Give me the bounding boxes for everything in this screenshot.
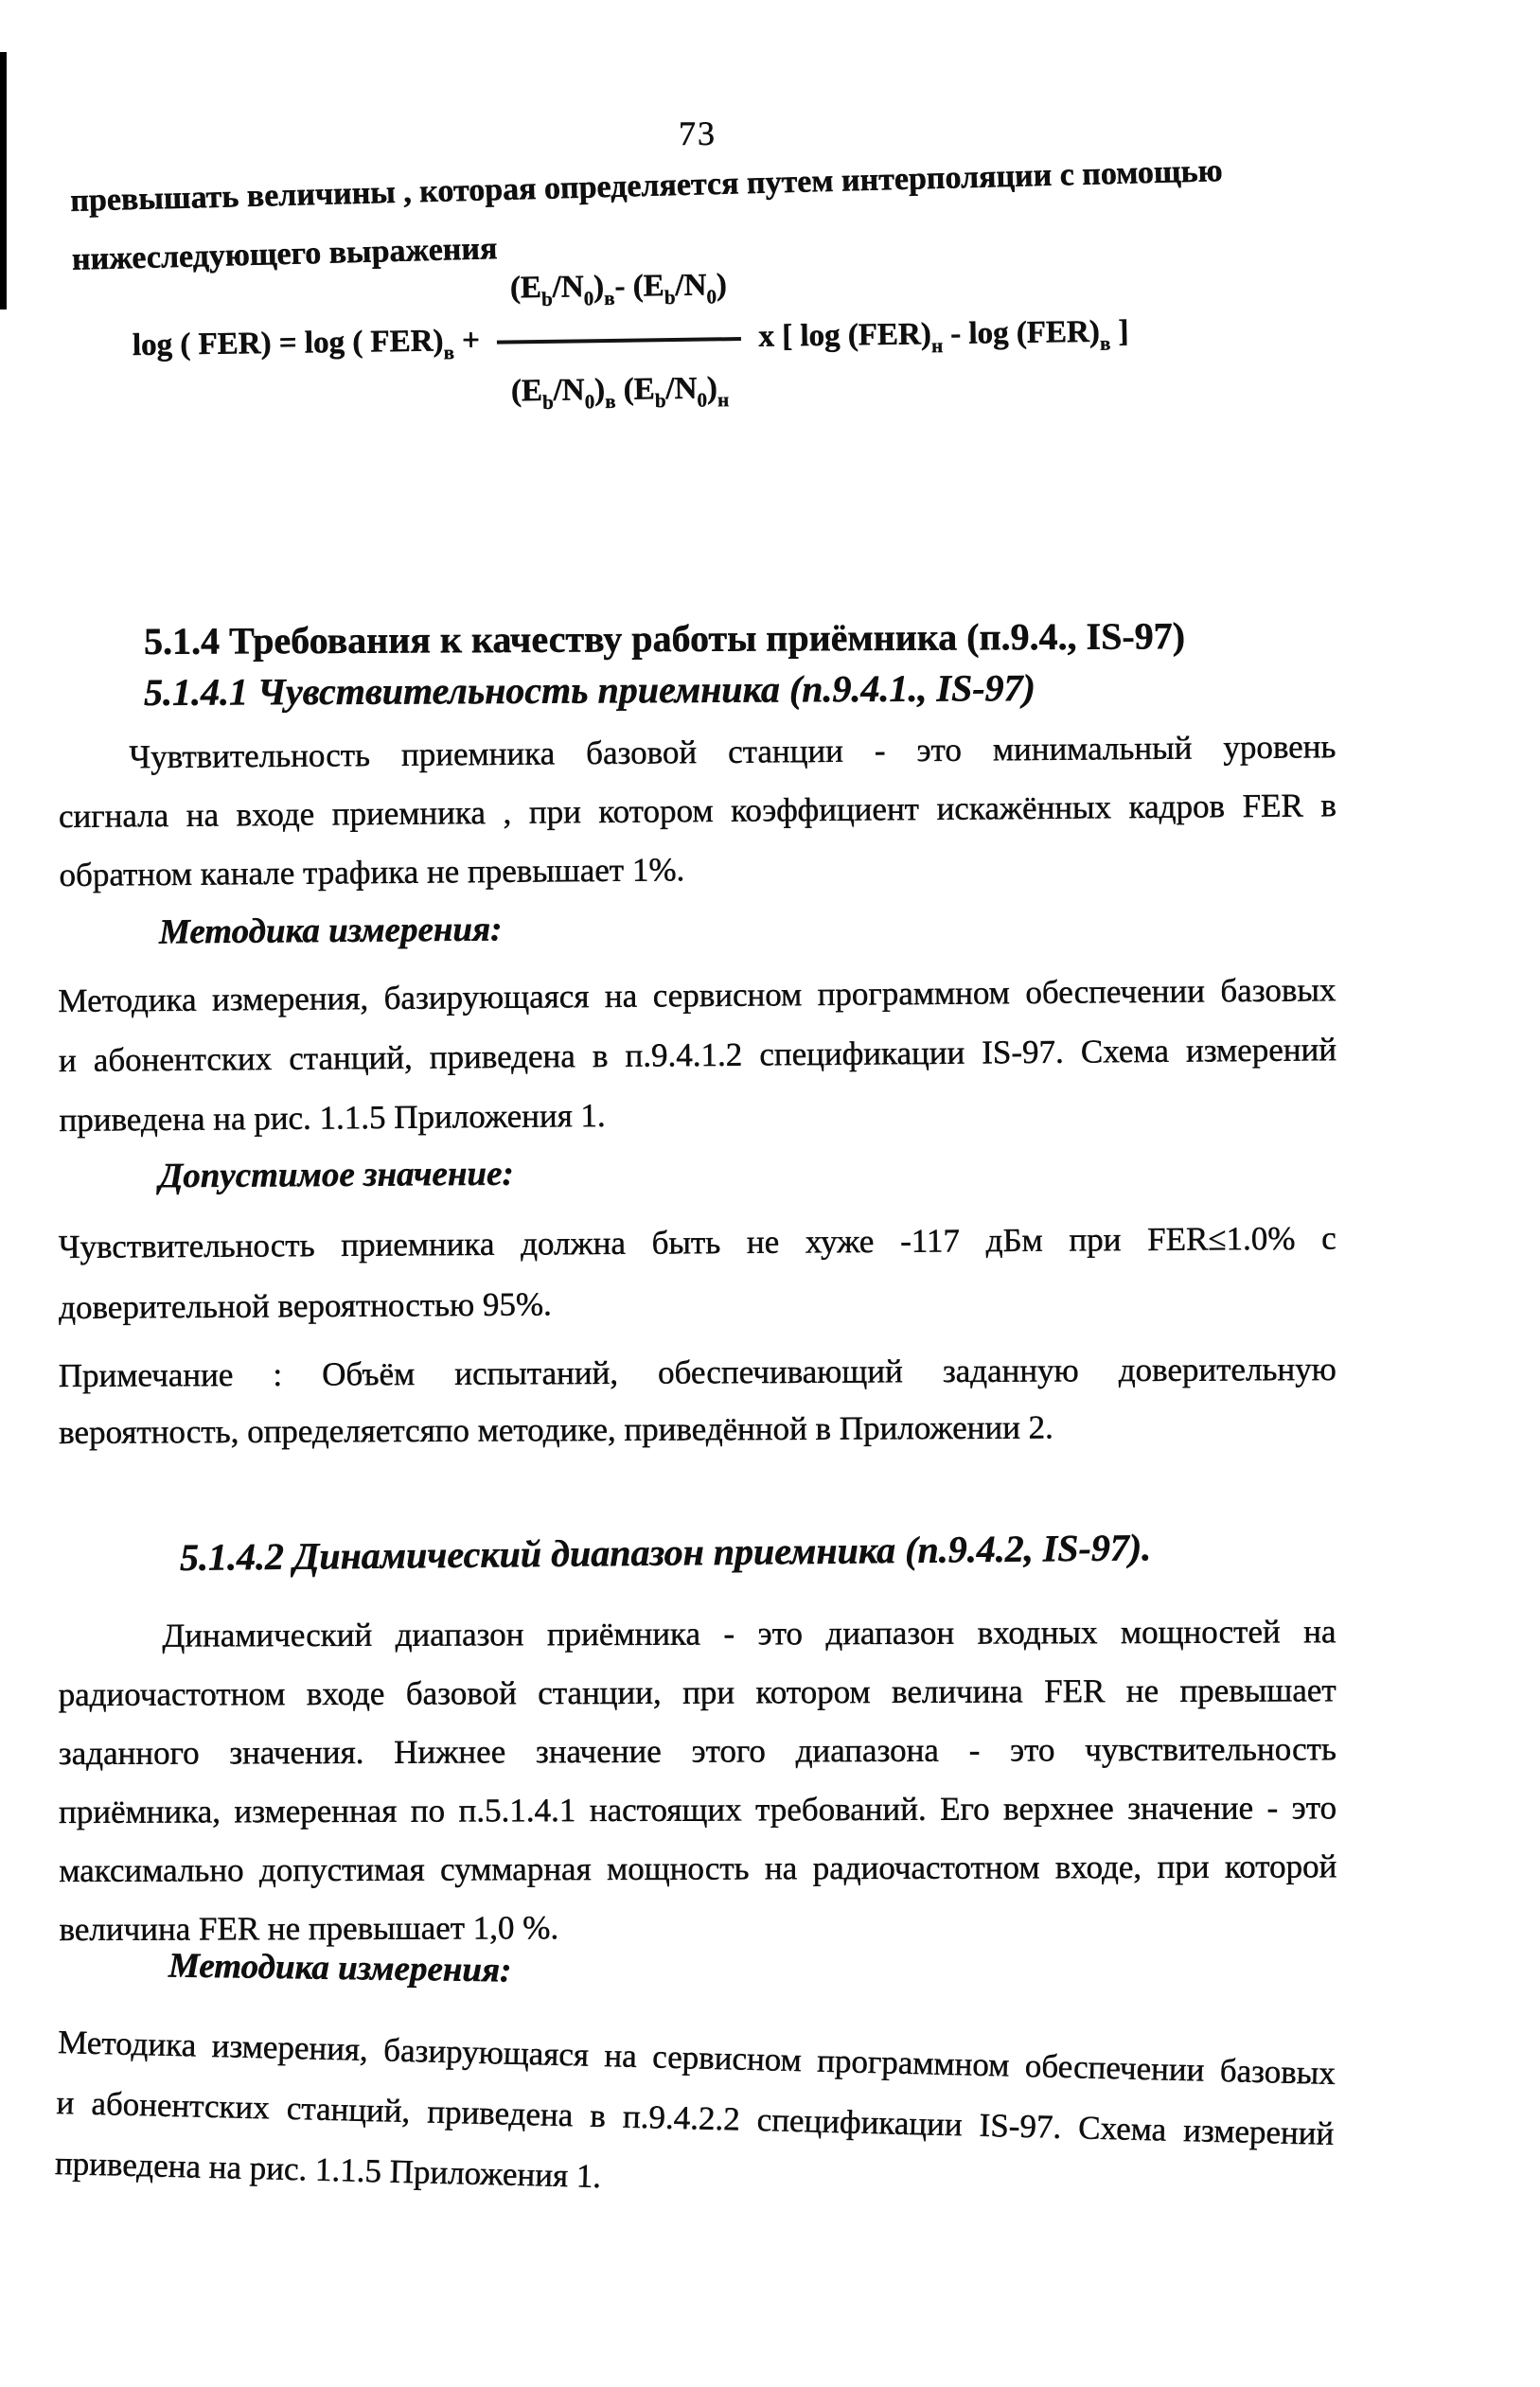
text-line: Динамический диапазон приёмника - это диапазон входных мощностей на bbox=[162, 1613, 1336, 1654]
allowed-value-label: Допустимое значение: bbox=[158, 1154, 514, 1196]
formula-left-side: log ( FER) = log ( $FER)_в$ + bbox=[132, 323, 488, 363]
text-line: Методика измерения, базирующаяся на сервисном программном обеспечении базовых bbox=[58, 971, 1336, 1020]
text-line: вероятность, определяетсяпо методике, приведённой в Приложении 2. bbox=[59, 1408, 1053, 1451]
page-number: 73 bbox=[679, 115, 717, 152]
measurement-method-paragraph-1 bbox=[58, 960, 1337, 1150]
text-line: и абонентских станций, приведена в п.9.4.2.2 спецификации IS-97. Схема измерений bbox=[56, 2083, 1335, 2152]
text-line: Чувствительность приемника должна быть не хуже -117 дБм при FER≤1.0% с bbox=[58, 1219, 1336, 1266]
dynamic-range-definition-paragraph bbox=[58, 1602, 1336, 1959]
text-line: радиочастотном входе базовой станции, при котором величина FER не превышает bbox=[58, 1671, 1336, 1714]
formula-right-side: x [ $\log (FER)_н$ - $\log (FER)_в$ ] bbox=[750, 313, 1129, 357]
text-line: приёмника, измеренная по п.5.1.4.1 настоящих требований. Его верхнее значение - это bbox=[59, 1789, 1337, 1830]
text-line: Примечание : Объём испытаний, обеспечивающий заданную доверительную bbox=[58, 1350, 1336, 1395]
text-line: превышать величины , которая определяется путем интерполяции с помощью bbox=[69, 153, 1224, 219]
measurement-method-label-2: Методика измерения: bbox=[168, 1946, 512, 1990]
text-line: приведена на рис. 1.1.5 Приложения 1. bbox=[54, 2144, 602, 2196]
measurement-method-paragraph-2 bbox=[54, 2012, 1336, 2225]
text-line: сигнала на входе приемника , при котором коэффициент искажённых кадров FER в bbox=[58, 787, 1337, 835]
fraction-denominator: $(E_b/N_0)_в$ $(E_b/N_0)_н$ bbox=[510, 371, 730, 414]
scan-edge-artifact bbox=[0, 52, 7, 309]
fraction-numerator: $(E_b/N_0)_в-$ $(E_b/N_0)$ bbox=[509, 268, 728, 310]
formula-fraction bbox=[496, 268, 742, 416]
text-line: максимально допустимая суммарная мощность на радиочастотном входе, при которой bbox=[59, 1848, 1337, 1889]
section-5-1-4-2-heading: 5.1.4.2 Динамический диапазон приемника (п.9.4.2, IS-97). bbox=[179, 1526, 1152, 1579]
text-line: обратном канале трафика не превышает 1%. bbox=[59, 851, 685, 893]
section-5-1-4-1-heading: 5.1.4.1 Чувствительность приемника (п.9.4.1., IS-97) bbox=[143, 666, 1036, 714]
text-line: величина FER не превышает 1,0 %. bbox=[59, 1909, 559, 1948]
measurement-method-label-1: Методика измерения: bbox=[158, 910, 503, 952]
text-line: заданного значения. Нижнее значение этого диапазона - это чувствительность bbox=[58, 1730, 1336, 1773]
text-line: Чувтвительность приемника базовой станции - это минимальный уровень bbox=[129, 728, 1336, 776]
allowed-value-paragraph bbox=[59, 1209, 1337, 1338]
section-5-1-4-heading: 5.1.4 Требования к качеству работы приёмника (п.9.4., IS-97) bbox=[143, 614, 1186, 663]
text-line: и абонентских станций, приведена в п.9.4.1.2 спецификации IS-97. Схема измерений bbox=[58, 1031, 1337, 1079]
text-line: Методика измерения, базирующаяся на сервисном программном обеспечении базовых bbox=[57, 2023, 1336, 2092]
text-line: приведена на рис. 1.1.5 Приложения 1. bbox=[59, 1096, 606, 1139]
fer-interpolation-formula bbox=[132, 262, 1130, 420]
sensitivity-definition-paragraph bbox=[58, 717, 1337, 905]
text-line: нижеследующего выражения bbox=[71, 231, 498, 277]
text-line: доверительной вероятностью 95%. bbox=[59, 1285, 552, 1326]
note-paragraph bbox=[59, 1341, 1337, 1461]
